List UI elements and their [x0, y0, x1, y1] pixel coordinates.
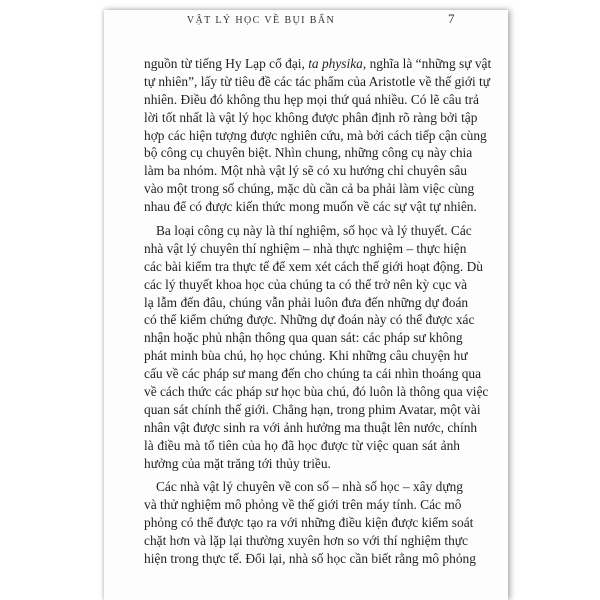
text-line: làm ba nhóm. Một nhà vật lý sẽ có xu hướng chỉ chuyên sâu: [144, 163, 468, 179]
text-line: nhau để có được kiến thức mong muốn về các sự vật tự nhiên.: [144, 199, 477, 215]
body-text: [144, 55, 492, 568]
text-line: các bài kiểm tra thực tế để xem xét cách thế giới hoạt động. Dù: [144, 258, 483, 274]
text-line: có thể kiểm chứng được. Những dự đoán này có thể được xác: [144, 312, 475, 328]
text-line: các lý thuyết khoa học của chúng ta có thể trở nên kỳ cục và: [144, 276, 468, 292]
text-line: cấu về các pháp sư mang đến cho chúng ta cái nhìn thoáng qua: [144, 366, 482, 382]
text-line: Các nhà vật lý chuyên về con số – nhà số học – xây dựng: [156, 479, 463, 495]
page-number: 7: [448, 11, 455, 26]
running-title: VẬT LÝ HỌC VỀ BỤI BẨN: [186, 15, 336, 26]
text-line: quan sát chính thế giới. Chẳng hạn, trong phim Avatar, một vài: [144, 401, 481, 417]
paragraph-2: [144, 222, 489, 472]
text-line: là điều mà tổ tiên của họ đã học được từ việc quan sát ảnh: [144, 437, 460, 453]
text-line: và thử nghiệm mô phỏng về thế giới trên máy tính. Các mô: [144, 497, 462, 513]
text-line: phát minh bùa chú, họ học chúng. Khi những câu chuyện hư: [144, 348, 468, 364]
text-line: bộ công cụ chuyên biệt. Nhìn chung, những công cụ này chia: [144, 145, 473, 161]
text-line: Ba loại công cụ này là thí nghiệm, số học và lý thuyết. Các: [156, 223, 472, 239]
text-line: nguồn từ tiếng Hy Lạp cổ đại, ta physika, nghĩa là “những sự vật: [144, 56, 492, 71]
text-line: nhà vật lý chuyên thí nghiệm – nhà thực nghiệm – thực hiện: [144, 240, 467, 256]
text-line: về cách thức các pháp sư học bùa chú, đó luôn là thông qua việc: [144, 384, 489, 400]
text-line: vào một trong số chúng, mặc dù cần cả ba phải làm việc cùng: [144, 181, 475, 197]
text-line: lời tốt nhất là vật lý học không được phân định rõ ràng bởi tập: [144, 109, 478, 125]
text-line: chặt hơn và lặp lại thường xuyên hơn so với thí nghiệm thực: [144, 533, 468, 549]
text-line: nhận hoặc phủ nhận thông qua quan sát: các pháp sư không: [144, 330, 463, 346]
text-line: nhân vật được sinh ra với ảnh hưởng ma thuật lên nước, chính: [144, 419, 478, 435]
text-line: hưởng của mặt trăng tới thủy triều.: [144, 455, 331, 471]
paragraph-1: [144, 55, 492, 216]
text-line: lạ lẫm đến đâu, chúng vẫn phải luôn đưa đến những dự đoán: [144, 294, 469, 310]
text-line: nhiên. Điều đó không thu hẹp mọi thứ quá nhiều. Có lẽ câu trả: [144, 91, 479, 107]
text-line: hiện trong thực tế. Đổi lại, nhà số học cần biết rằng mô phỏng: [144, 551, 476, 567]
text-line: phỏng có thể được tạo ra với những điều kiện được kiểm soát: [144, 515, 474, 531]
paragraph-3: [144, 478, 476, 567]
text-line: hợp các hiện tượng được nghiên cứu, mà bởi cách tiếp cận cùng: [144, 127, 487, 143]
text-line: tự nhiên”, lấy từ tiêu đề các tác phẩm của Aristotle về thế giới tự: [144, 73, 491, 89]
